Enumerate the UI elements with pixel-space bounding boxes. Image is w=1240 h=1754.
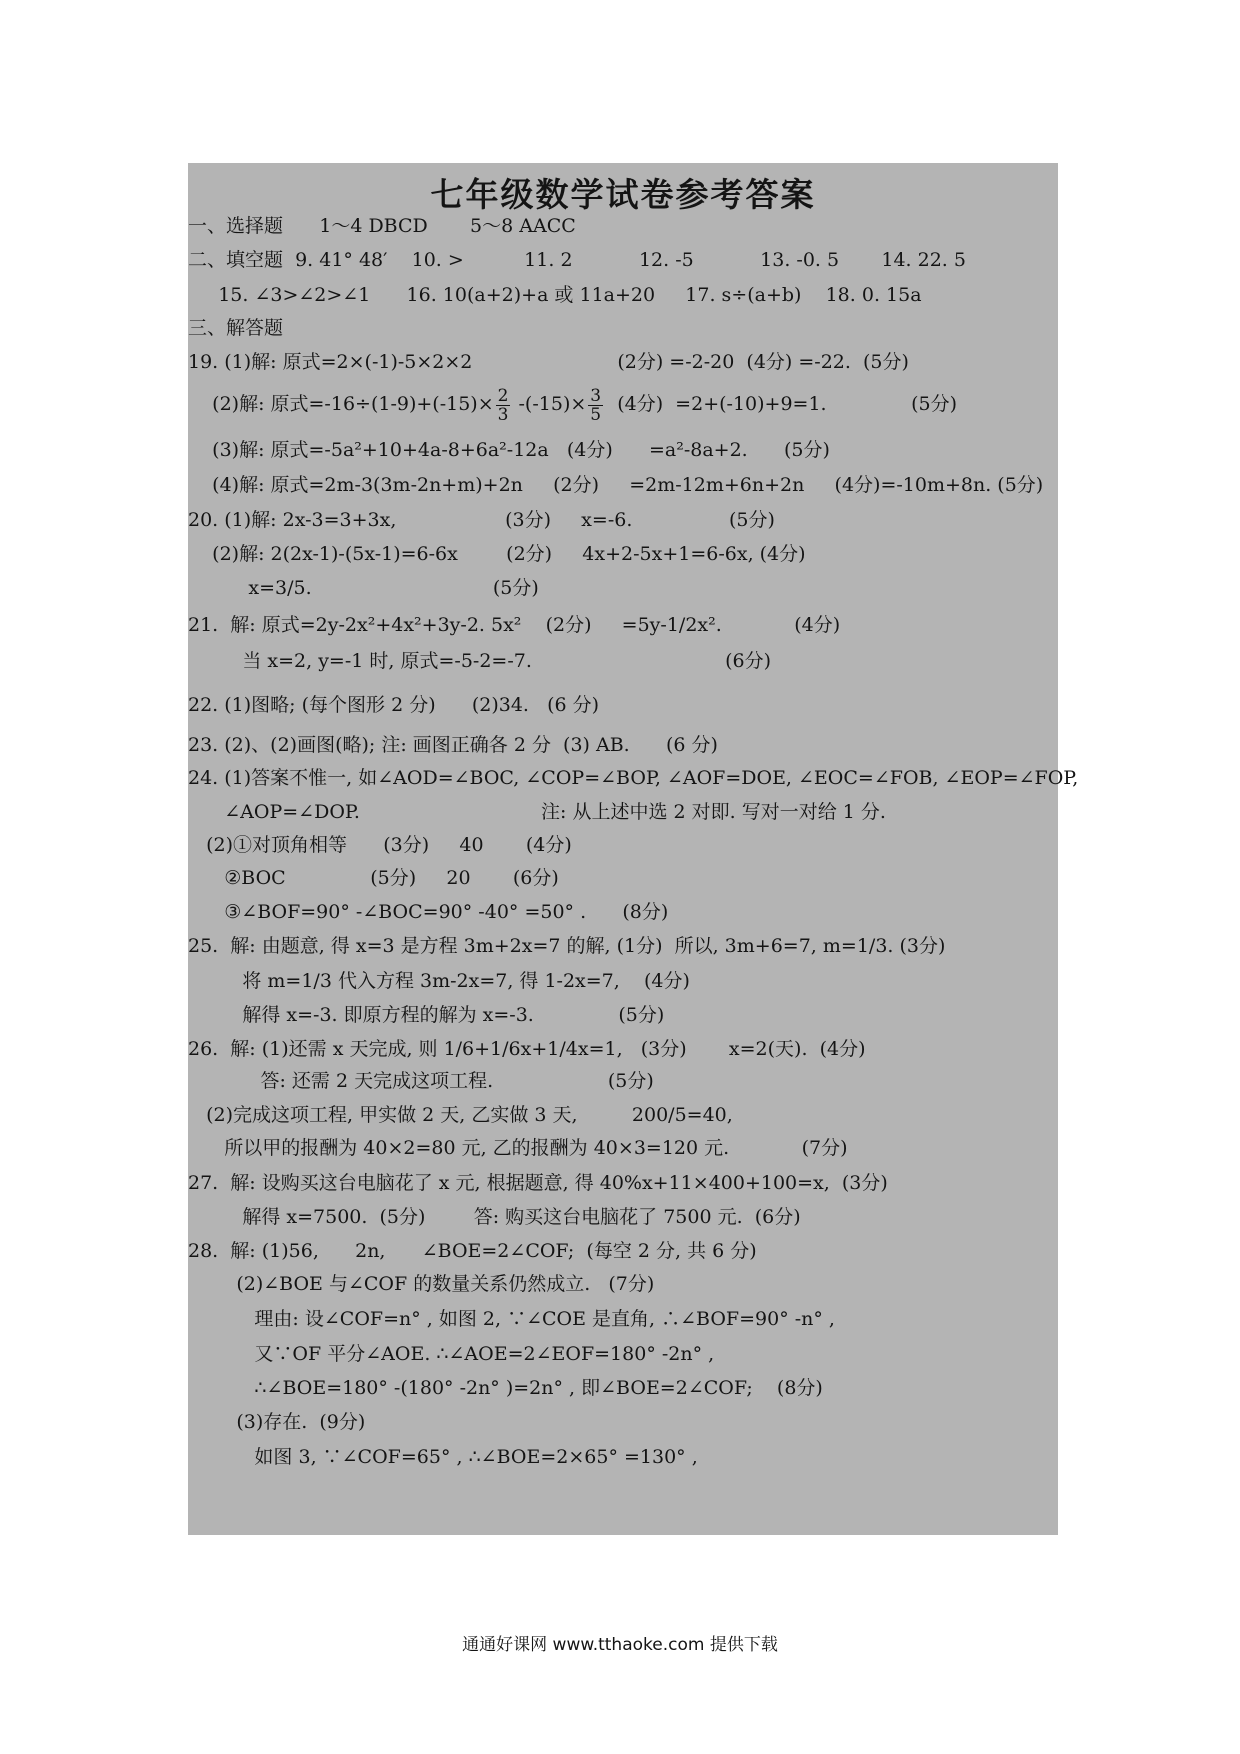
fraction xyxy=(496,387,511,424)
text-line: 如图 3, ∵∠COF=65° , ∴∠BOE=2×65° =130° , xyxy=(188,1446,698,1468)
text-line: 23. (2)、(2)画图(略); 注: 画图正确各 2 分 (3) AB. (6 分) xyxy=(188,734,718,756)
text-segment: -(-15)× xyxy=(512,393,587,415)
text-line: (2)①对顶角相等 (3分) 40 (4分) xyxy=(188,834,572,856)
text-line: ∴∠BOE=180° -(180° -2n° )=2n° , 即∠BOE=2∠COF; (8分) xyxy=(188,1377,823,1399)
numerator: 3 xyxy=(590,385,602,406)
text-line: 15. ∠3>∠2>∠1 16. 10(a+2)+a 或 11a+20 17. s÷(a+b) 18. 0. 15a xyxy=(188,284,922,306)
text-line: (3)解: 原式=-5a²+10+4a-8+6a²-12a (4分) =a²-8a+2. (5分) xyxy=(188,439,830,461)
text-line: 所以甲的报酬为 40×2=80 元, 乙的报酬为 40×3=120 元. (7分) xyxy=(188,1137,848,1159)
text-line: 解得 x=7500. (5分) 答: 购买这台电脑花了 7500 元. (6分) xyxy=(188,1206,801,1228)
page-title: 七年级数学试卷参考答案 xyxy=(430,175,816,214)
text-line: (3)存在. (9分) xyxy=(188,1411,366,1433)
fraction xyxy=(588,387,603,424)
text-line: 26. 解: (1)还需 x 天完成, 则 1/6+1/6x+1/4x=1, (3分) x=2(天). (4分) xyxy=(188,1038,866,1060)
text-line: 21. 解: 原式=2y-2x²+4x²+3y-2. 5x² (2分) =5y-1/2x². (4分) xyxy=(188,614,841,636)
text-line: x=3/5. (5分) xyxy=(188,577,539,599)
text-line: 又∵OF 平分∠AOE. ∴∠AOE=2∠EOF=180° -2n° , xyxy=(188,1343,715,1365)
text-line: 当 x=2, y=-1 时, 原式=-5-2=-7. (6分) xyxy=(188,650,772,672)
text-line: 将 m=1/3 代入方程 3m-2x=7, 得 1-2x=7, (4分) xyxy=(188,970,690,992)
numerator: 2 xyxy=(497,385,509,406)
text-segment: (2)解: 原式=-16÷(1-9)+(-15)× xyxy=(188,393,494,415)
text-segment: (4分) =2+(-10)+9=1. (5分) xyxy=(605,393,958,415)
text-line: (2)完成这项工程, 甲实做 2 天, 乙实做 3 天, 200/5=40, xyxy=(188,1104,733,1126)
text-line: (4)解: 原式=2m-3(3m-2n+m)+2n (2分) =2m-12m+6n+2n (4分)=-10m+8n. (5分) xyxy=(188,474,1044,496)
text-line: 二、填空题 9. 41° 48′ 10. > 11. 2 12. -5 13. -0. 5 14. 22. 5 xyxy=(188,249,966,271)
text-line: ②BOC (5分) 20 (6分) xyxy=(188,867,559,889)
text-line: (2)∠BOE 与∠COF 的数量关系仍然成立. (7分) xyxy=(188,1273,655,1295)
text-line: 24. (1)答案不惟一, 如∠AOD=∠BOC, ∠COP=∠BOP, ∠AOF=DOE, ∠EOC=∠FOB, ∠EOP=∠FOP, xyxy=(188,767,1079,789)
denominator: 5 xyxy=(590,404,602,425)
text-line: 27. 解: 设购买这台电脑花了 x 元, 根据题意, 得 40%x+11×400+100=x, (3分) xyxy=(188,1172,888,1194)
answer-sheet xyxy=(188,163,1079,1535)
text-line: 三、解答题 xyxy=(188,317,284,339)
fraction-line xyxy=(188,381,957,427)
text-line: 25. 解: 由题意, 得 x=3 是方程 3m+2x=7 的解, (1分) 所以, 3m+6=7, m=1/3. (3分) xyxy=(188,935,946,957)
text-line: 22. (1)图略; (每个图形 2 分) (2)34. (6 分) xyxy=(188,694,600,716)
text-line: ③∠BOF=90° -∠BOC=90° -40° =50° . (8分) xyxy=(188,901,669,923)
text-line: ∠AOP=∠DOP. 注: 从上述中选 2 对即. 写对一对给 1 分. xyxy=(188,801,886,823)
text-line: 28. 解: (1)56, 2n, ∠BOE=2∠COF; (每空 2 分, 共 6 分) xyxy=(188,1240,757,1262)
text-line: 19. (1)解: 原式=2×(-1)-5×2×2 (2分) =-2-20 (4分) =-22. (5分) xyxy=(188,351,909,373)
text-line: (2)解: 2(2x-1)-(5x-1)=6-6x (2分) 4x+2-5x+1=6-6x, (4分) xyxy=(188,543,806,565)
text-line: 理由: 设∠COF=n° , 如图 2, ∵∠COE 是直角, ∴∠BOF=90° -n° , xyxy=(188,1308,835,1330)
text-line: 解得 x=-3. 即原方程的解为 x=-3. (5分) xyxy=(188,1004,665,1026)
text-line: 一、选择题 1～4 DBCD 5～8 AACC xyxy=(188,215,576,237)
text-line: 答: 还需 2 天完成这项工程. (5分) xyxy=(188,1070,654,1092)
footer-credit: 通通好课网 www.tthaoke.com 提供下载 xyxy=(462,1635,778,1655)
text-line: 20. (1)解: 2x-3=3+3x, (3分) x=-6. (5分) xyxy=(188,509,775,531)
denominator: 3 xyxy=(497,404,509,425)
